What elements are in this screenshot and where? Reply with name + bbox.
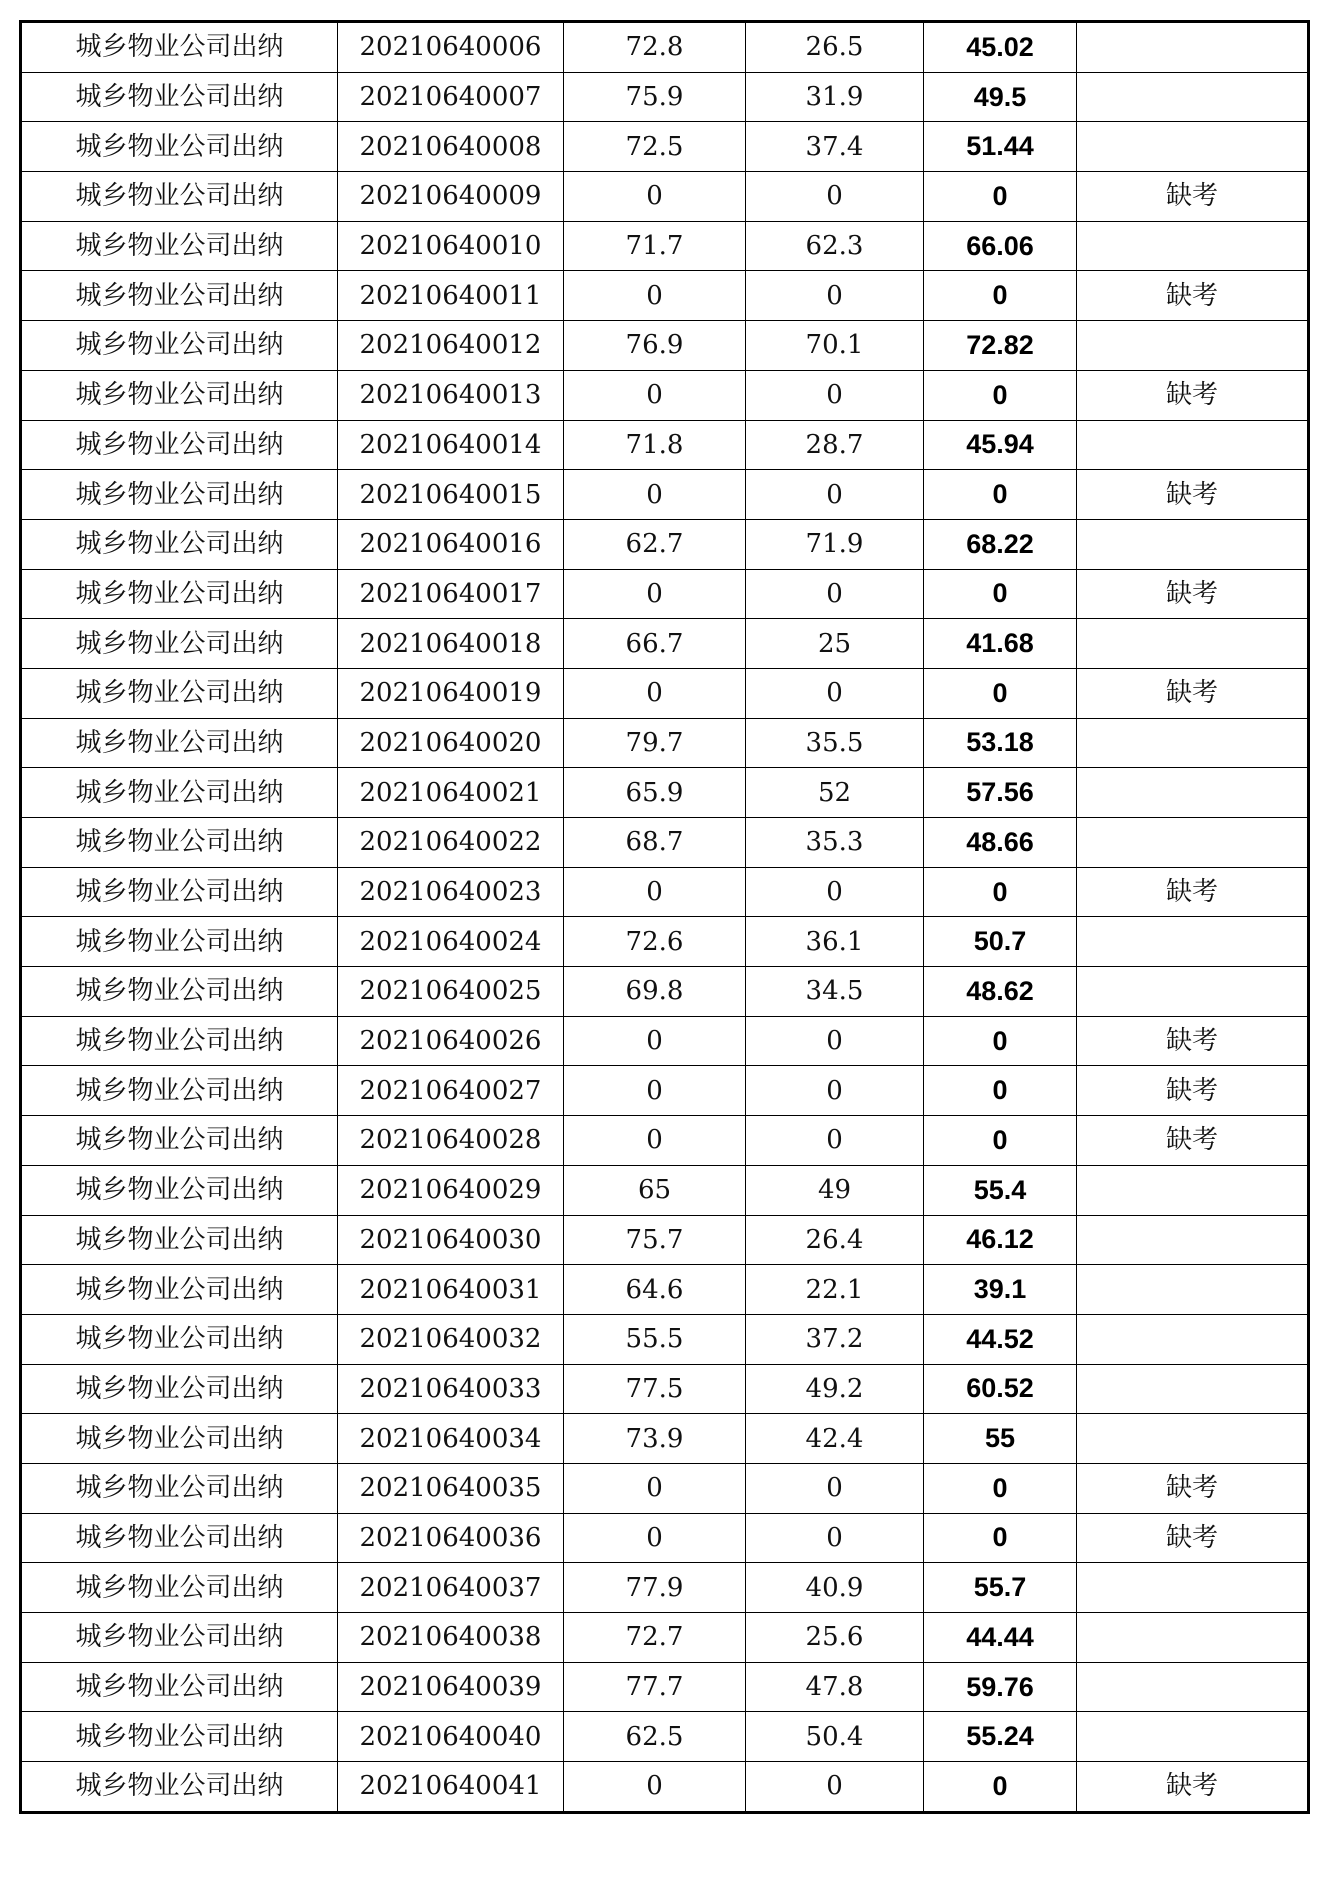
cell-written-score: 72.7 bbox=[564, 1613, 746, 1663]
table-row bbox=[21, 619, 1309, 669]
cell-exam-id: 20210640031 bbox=[338, 1265, 564, 1315]
cell-written-score: 76.9 bbox=[564, 321, 746, 371]
cell-exam-id: 20210640010 bbox=[338, 221, 564, 271]
cell-note bbox=[1077, 1215, 1309, 1265]
cell-exam-id: 20210640019 bbox=[338, 668, 564, 718]
cell-total-score: 0 bbox=[924, 1016, 1077, 1066]
cell-interview-score: 26.4 bbox=[746, 1215, 924, 1265]
cell-written-score: 66.7 bbox=[564, 619, 746, 669]
cell-total-score: 66.06 bbox=[924, 221, 1077, 271]
cell-interview-score: 52 bbox=[746, 768, 924, 818]
cell-total-score: 0 bbox=[924, 1066, 1077, 1116]
cell-written-score: 77.5 bbox=[564, 1364, 746, 1414]
cell-total-score: 68.22 bbox=[924, 519, 1077, 569]
cell-written-score: 0 bbox=[564, 1513, 746, 1563]
cell-interview-score: 37.4 bbox=[746, 122, 924, 172]
cell-total-score: 45.94 bbox=[924, 420, 1077, 470]
table-row bbox=[21, 1215, 1309, 1265]
cell-interview-score: 28.7 bbox=[746, 420, 924, 470]
table-row bbox=[21, 1613, 1309, 1663]
cell-total-score: 0 bbox=[924, 172, 1077, 222]
cell-note: 缺考 bbox=[1077, 370, 1309, 420]
cell-written-score: 55.5 bbox=[564, 1314, 746, 1364]
cell-position: 城乡物业公司出纳 bbox=[21, 1414, 338, 1464]
table-row bbox=[21, 1116, 1309, 1166]
cell-interview-score: 0 bbox=[746, 867, 924, 917]
cell-total-score: 51.44 bbox=[924, 122, 1077, 172]
cell-exam-id: 20210640012 bbox=[338, 321, 564, 371]
cell-interview-score: 0 bbox=[746, 370, 924, 420]
cell-exam-id: 20210640025 bbox=[338, 967, 564, 1017]
cell-position: 城乡物业公司出纳 bbox=[21, 1066, 338, 1116]
cell-position: 城乡物业公司出纳 bbox=[21, 1215, 338, 1265]
cell-note bbox=[1077, 1265, 1309, 1315]
cell-interview-score: 31.9 bbox=[746, 72, 924, 122]
table-row bbox=[21, 470, 1309, 520]
cell-written-score: 0 bbox=[564, 1016, 746, 1066]
cell-note bbox=[1077, 1563, 1309, 1613]
cell-position: 城乡物业公司出纳 bbox=[21, 1116, 338, 1166]
table-row bbox=[21, 1016, 1309, 1066]
cell-note bbox=[1077, 619, 1309, 669]
cell-position: 城乡物业公司出纳 bbox=[21, 818, 338, 868]
cell-exam-id: 20210640006 bbox=[338, 22, 564, 73]
cell-note: 缺考 bbox=[1077, 1463, 1309, 1513]
cell-note: 缺考 bbox=[1077, 569, 1309, 619]
cell-position: 城乡物业公司出纳 bbox=[21, 1613, 338, 1663]
cell-written-score: 69.8 bbox=[564, 967, 746, 1017]
cell-note bbox=[1077, 420, 1309, 470]
cell-interview-score: 0 bbox=[746, 1513, 924, 1563]
cell-exam-id: 20210640020 bbox=[338, 718, 564, 768]
cell-total-score: 46.12 bbox=[924, 1215, 1077, 1265]
cell-interview-score: 0 bbox=[746, 668, 924, 718]
cell-interview-score: 62.3 bbox=[746, 221, 924, 271]
cell-exam-id: 20210640038 bbox=[338, 1613, 564, 1663]
cell-note bbox=[1077, 1414, 1309, 1464]
table-row bbox=[21, 370, 1309, 420]
cell-note bbox=[1077, 718, 1309, 768]
cell-total-score: 44.44 bbox=[924, 1613, 1077, 1663]
cell-written-score: 68.7 bbox=[564, 818, 746, 868]
cell-written-score: 0 bbox=[564, 271, 746, 321]
cell-note: 缺考 bbox=[1077, 1016, 1309, 1066]
table-row bbox=[21, 1265, 1309, 1315]
cell-position: 城乡物业公司出纳 bbox=[21, 1364, 338, 1414]
cell-note bbox=[1077, 1613, 1309, 1663]
table-row bbox=[21, 1414, 1309, 1464]
cell-exam-id: 20210640028 bbox=[338, 1116, 564, 1166]
cell-exam-id: 20210640029 bbox=[338, 1165, 564, 1215]
cell-position: 城乡物业公司出纳 bbox=[21, 867, 338, 917]
cell-note: 缺考 bbox=[1077, 1513, 1309, 1563]
table-row bbox=[21, 1563, 1309, 1613]
table-row bbox=[21, 321, 1309, 371]
cell-written-score: 0 bbox=[564, 172, 746, 222]
cell-note: 缺考 bbox=[1077, 1116, 1309, 1166]
cell-written-score: 65 bbox=[564, 1165, 746, 1215]
cell-position: 城乡物业公司出纳 bbox=[21, 1712, 338, 1762]
cell-note bbox=[1077, 519, 1309, 569]
cell-total-score: 72.82 bbox=[924, 321, 1077, 371]
cell-total-score: 0 bbox=[924, 867, 1077, 917]
cell-total-score: 0 bbox=[924, 1116, 1077, 1166]
cell-written-score: 0 bbox=[564, 370, 746, 420]
cell-total-score: 49.5 bbox=[924, 72, 1077, 122]
cell-written-score: 62.7 bbox=[564, 519, 746, 569]
cell-interview-score: 70.1 bbox=[746, 321, 924, 371]
cell-position: 城乡物业公司出纳 bbox=[21, 718, 338, 768]
cell-interview-score: 25.6 bbox=[746, 1613, 924, 1663]
cell-written-score: 75.9 bbox=[564, 72, 746, 122]
cell-position: 城乡物业公司出纳 bbox=[21, 271, 338, 321]
cell-interview-score: 22.1 bbox=[746, 1265, 924, 1315]
cell-total-score: 0 bbox=[924, 1762, 1077, 1813]
cell-exam-id: 20210640039 bbox=[338, 1662, 564, 1712]
cell-exam-id: 20210640032 bbox=[338, 1314, 564, 1364]
cell-exam-id: 20210640033 bbox=[338, 1364, 564, 1414]
cell-position: 城乡物业公司出纳 bbox=[21, 1762, 338, 1813]
table-row bbox=[21, 917, 1309, 967]
table-row bbox=[21, 1513, 1309, 1563]
cell-exam-id: 20210640036 bbox=[338, 1513, 564, 1563]
cell-exam-id: 20210640024 bbox=[338, 917, 564, 967]
cell-written-score: 0 bbox=[564, 569, 746, 619]
cell-note bbox=[1077, 917, 1309, 967]
cell-position: 城乡物业公司出纳 bbox=[21, 420, 338, 470]
cell-note: 缺考 bbox=[1077, 470, 1309, 520]
cell-note: 缺考 bbox=[1077, 271, 1309, 321]
cell-total-score: 0 bbox=[924, 470, 1077, 520]
cell-position: 城乡物业公司出纳 bbox=[21, 22, 338, 73]
cell-written-score: 0 bbox=[564, 867, 746, 917]
cell-position: 城乡物业公司出纳 bbox=[21, 1513, 338, 1563]
cell-note bbox=[1077, 221, 1309, 271]
cell-exam-id: 20210640040 bbox=[338, 1712, 564, 1762]
cell-interview-score: 0 bbox=[746, 1066, 924, 1116]
cell-written-score: 72.6 bbox=[564, 917, 746, 967]
cell-note bbox=[1077, 1364, 1309, 1414]
table-row bbox=[21, 668, 1309, 718]
cell-written-score: 71.7 bbox=[564, 221, 746, 271]
cell-position: 城乡物业公司出纳 bbox=[21, 370, 338, 420]
cell-exam-id: 20210640011 bbox=[338, 271, 564, 321]
cell-position: 城乡物业公司出纳 bbox=[21, 470, 338, 520]
cell-written-score: 77.7 bbox=[564, 1662, 746, 1712]
cell-exam-id: 20210640041 bbox=[338, 1762, 564, 1813]
table-row bbox=[21, 1314, 1309, 1364]
cell-position: 城乡物业公司出纳 bbox=[21, 519, 338, 569]
table-row bbox=[21, 122, 1309, 172]
cell-position: 城乡物业公司出纳 bbox=[21, 1662, 338, 1712]
table-row bbox=[21, 1762, 1309, 1813]
cell-interview-score: 0 bbox=[746, 1116, 924, 1166]
cell-position: 城乡物业公司出纳 bbox=[21, 619, 338, 669]
cell-position: 城乡物业公司出纳 bbox=[21, 1265, 338, 1315]
cell-exam-id: 20210640022 bbox=[338, 818, 564, 868]
cell-position: 城乡物业公司出纳 bbox=[21, 321, 338, 371]
cell-total-score: 48.66 bbox=[924, 818, 1077, 868]
cell-interview-score: 0 bbox=[746, 569, 924, 619]
cell-written-score: 79.7 bbox=[564, 718, 746, 768]
cell-exam-id: 20210640026 bbox=[338, 1016, 564, 1066]
cell-note bbox=[1077, 768, 1309, 818]
cell-total-score: 0 bbox=[924, 1513, 1077, 1563]
score-table bbox=[19, 20, 1310, 1814]
cell-exam-id: 20210640018 bbox=[338, 619, 564, 669]
cell-written-score: 77.9 bbox=[564, 1563, 746, 1613]
cell-position: 城乡物业公司出纳 bbox=[21, 569, 338, 619]
table-row bbox=[21, 1463, 1309, 1513]
cell-note: 缺考 bbox=[1077, 1066, 1309, 1116]
cell-interview-score: 34.5 bbox=[746, 967, 924, 1017]
cell-exam-id: 20210640035 bbox=[338, 1463, 564, 1513]
table-row bbox=[21, 818, 1309, 868]
cell-written-score: 64.6 bbox=[564, 1265, 746, 1315]
table-row bbox=[21, 1066, 1309, 1116]
cell-exam-id: 20210640009 bbox=[338, 172, 564, 222]
cell-total-score: 48.62 bbox=[924, 967, 1077, 1017]
cell-written-score: 0 bbox=[564, 1116, 746, 1166]
cell-written-score: 0 bbox=[564, 1762, 746, 1813]
cell-position: 城乡物业公司出纳 bbox=[21, 221, 338, 271]
cell-exam-id: 20210640034 bbox=[338, 1414, 564, 1464]
table-body bbox=[21, 22, 1309, 1813]
cell-interview-score: 37.2 bbox=[746, 1314, 924, 1364]
cell-note bbox=[1077, 1662, 1309, 1712]
cell-interview-score: 26.5 bbox=[746, 22, 924, 73]
cell-total-score: 41.68 bbox=[924, 619, 1077, 669]
cell-written-score: 73.9 bbox=[564, 1414, 746, 1464]
table-row bbox=[21, 172, 1309, 222]
cell-written-score: 71.8 bbox=[564, 420, 746, 470]
cell-position: 城乡物业公司出纳 bbox=[21, 967, 338, 1017]
cell-interview-score: 47.8 bbox=[746, 1662, 924, 1712]
cell-position: 城乡物业公司出纳 bbox=[21, 122, 338, 172]
table-row bbox=[21, 420, 1309, 470]
cell-total-score: 53.18 bbox=[924, 718, 1077, 768]
cell-total-score: 59.76 bbox=[924, 1662, 1077, 1712]
table-row bbox=[21, 1364, 1309, 1414]
cell-note bbox=[1077, 1165, 1309, 1215]
cell-position: 城乡物业公司出纳 bbox=[21, 1016, 338, 1066]
cell-position: 城乡物业公司出纳 bbox=[21, 172, 338, 222]
cell-note bbox=[1077, 22, 1309, 73]
cell-written-score: 75.7 bbox=[564, 1215, 746, 1265]
table-row bbox=[21, 768, 1309, 818]
cell-interview-score: 42.4 bbox=[746, 1414, 924, 1464]
cell-exam-id: 20210640037 bbox=[338, 1563, 564, 1613]
cell-note: 缺考 bbox=[1077, 1762, 1309, 1813]
table-row bbox=[21, 718, 1309, 768]
cell-interview-score: 35.5 bbox=[746, 718, 924, 768]
cell-note: 缺考 bbox=[1077, 867, 1309, 917]
cell-interview-score: 49.2 bbox=[746, 1364, 924, 1414]
cell-exam-id: 20210640013 bbox=[338, 370, 564, 420]
table-row bbox=[21, 519, 1309, 569]
cell-note bbox=[1077, 122, 1309, 172]
cell-exam-id: 20210640008 bbox=[338, 122, 564, 172]
cell-interview-score: 0 bbox=[746, 172, 924, 222]
cell-interview-score: 0 bbox=[746, 1016, 924, 1066]
table-row bbox=[21, 569, 1309, 619]
cell-note: 缺考 bbox=[1077, 172, 1309, 222]
cell-total-score: 55 bbox=[924, 1414, 1077, 1464]
cell-written-score: 72.5 bbox=[564, 122, 746, 172]
cell-interview-score: 36.1 bbox=[746, 917, 924, 967]
cell-exam-id: 20210640030 bbox=[338, 1215, 564, 1265]
cell-note bbox=[1077, 967, 1309, 1017]
cell-note bbox=[1077, 321, 1309, 371]
cell-note bbox=[1077, 818, 1309, 868]
cell-total-score: 60.52 bbox=[924, 1364, 1077, 1414]
cell-exam-id: 20210640016 bbox=[338, 519, 564, 569]
cell-note bbox=[1077, 1314, 1309, 1364]
table-row bbox=[21, 1712, 1309, 1762]
table-row bbox=[21, 1662, 1309, 1712]
cell-exam-id: 20210640027 bbox=[338, 1066, 564, 1116]
cell-note bbox=[1077, 1712, 1309, 1762]
cell-total-score: 55.7 bbox=[924, 1563, 1077, 1613]
table-row bbox=[21, 72, 1309, 122]
cell-exam-id: 20210640023 bbox=[338, 867, 564, 917]
table-row bbox=[21, 967, 1309, 1017]
cell-interview-score: 71.9 bbox=[746, 519, 924, 569]
table-row bbox=[21, 867, 1309, 917]
cell-interview-score: 49 bbox=[746, 1165, 924, 1215]
cell-total-score: 0 bbox=[924, 370, 1077, 420]
cell-interview-score: 0 bbox=[746, 1762, 924, 1813]
cell-written-score: 0 bbox=[564, 1463, 746, 1513]
cell-interview-score: 0 bbox=[746, 271, 924, 321]
cell-interview-score: 50.4 bbox=[746, 1712, 924, 1762]
cell-position: 城乡物业公司出纳 bbox=[21, 1463, 338, 1513]
cell-total-score: 0 bbox=[924, 569, 1077, 619]
cell-position: 城乡物业公司出纳 bbox=[21, 72, 338, 122]
cell-total-score: 50.7 bbox=[924, 917, 1077, 967]
cell-total-score: 0 bbox=[924, 271, 1077, 321]
cell-interview-score: 35.3 bbox=[746, 818, 924, 868]
cell-position: 城乡物业公司出纳 bbox=[21, 1314, 338, 1364]
cell-interview-score: 40.9 bbox=[746, 1563, 924, 1613]
cell-total-score: 45.02 bbox=[924, 22, 1077, 73]
table-row bbox=[21, 221, 1309, 271]
cell-total-score: 0 bbox=[924, 1463, 1077, 1513]
table-row bbox=[21, 271, 1309, 321]
cell-total-score: 55.24 bbox=[924, 1712, 1077, 1762]
cell-exam-id: 20210640015 bbox=[338, 470, 564, 520]
cell-total-score: 55.4 bbox=[924, 1165, 1077, 1215]
cell-written-score: 0 bbox=[564, 470, 746, 520]
cell-total-score: 57.56 bbox=[924, 768, 1077, 818]
cell-position: 城乡物业公司出纳 bbox=[21, 1165, 338, 1215]
cell-exam-id: 20210640014 bbox=[338, 420, 564, 470]
cell-total-score: 39.1 bbox=[924, 1265, 1077, 1315]
cell-exam-id: 20210640017 bbox=[338, 569, 564, 619]
cell-note: 缺考 bbox=[1077, 668, 1309, 718]
cell-interview-score: 0 bbox=[746, 1463, 924, 1513]
cell-total-score: 44.52 bbox=[924, 1314, 1077, 1364]
table-row bbox=[21, 1165, 1309, 1215]
cell-interview-score: 0 bbox=[746, 470, 924, 520]
cell-written-score: 0 bbox=[564, 1066, 746, 1116]
cell-written-score: 62.5 bbox=[564, 1712, 746, 1762]
cell-written-score: 65.9 bbox=[564, 768, 746, 818]
cell-position: 城乡物业公司出纳 bbox=[21, 668, 338, 718]
cell-total-score: 0 bbox=[924, 668, 1077, 718]
cell-position: 城乡物业公司出纳 bbox=[21, 768, 338, 818]
cell-position: 城乡物业公司出纳 bbox=[21, 917, 338, 967]
cell-position: 城乡物业公司出纳 bbox=[21, 1563, 338, 1613]
cell-interview-score: 25 bbox=[746, 619, 924, 669]
table-row bbox=[21, 22, 1309, 73]
cell-written-score: 0 bbox=[564, 668, 746, 718]
cell-exam-id: 20210640021 bbox=[338, 768, 564, 818]
cell-note bbox=[1077, 72, 1309, 122]
cell-exam-id: 20210640007 bbox=[338, 72, 564, 122]
cell-written-score: 72.8 bbox=[564, 22, 746, 73]
